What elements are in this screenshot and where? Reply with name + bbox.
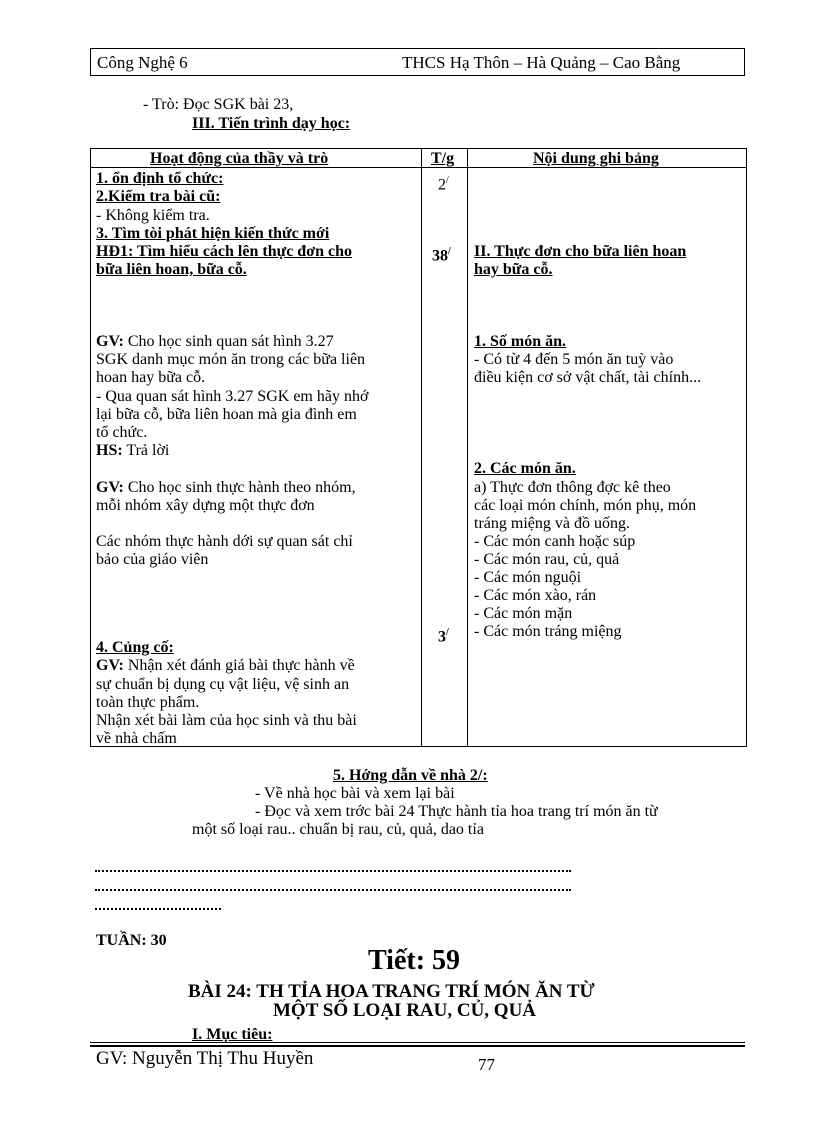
gv2-line2: mỗi nhóm xây dựng một thực đơn <box>96 497 315 514</box>
homework-line2: - Đọc và xem trớc bài 24 Thực hành tỉa hoa trang trí món ăn từ <box>255 803 658 820</box>
note-line <box>95 908 221 910</box>
groups-line1: Các nhóm thực hành dới sự quan sát chỉ <box>96 533 353 550</box>
gv2-line1: GV: Cho học sinh thực hành theo nhóm, <box>96 479 356 496</box>
time-step4: 3/ <box>438 627 449 646</box>
step1-title: 1. ổn định tổ chức: <box>96 170 224 187</box>
gv1-line2: SGK danh mục món ăn trong các bữa liên <box>96 351 366 368</box>
gv1-line5: lại bữa cỗ, bữa liên hoan mà gia đình em <box>96 406 357 423</box>
dish-count-line2: điều kiện cơ sở vật chất, tài chính... <box>474 369 702 386</box>
gv3-label: GV: <box>96 657 124 674</box>
footer-teacher: GV: Nguyễn Thị Thu Huyền <box>96 1048 314 1069</box>
dish-item: - Các món tráng miệng <box>474 623 622 640</box>
table-right-border <box>746 148 747 747</box>
dish-item: - Các món nguội <box>474 569 582 586</box>
lesson-title-line2: MỘT SỐ LOẠI RAU, CỦ, QUẢ <box>273 1000 537 1021</box>
note-line <box>95 870 571 872</box>
hd1-title-line2: bữa liên hoan, bữa cỗ. <box>96 261 247 278</box>
col-header-time: T/g <box>431 150 455 167</box>
time-step3: 38/ <box>432 246 451 265</box>
week-label: TUẦN: 30 <box>96 932 167 949</box>
dish-item: - Các món xào, rán <box>474 587 597 604</box>
dish-item: - Các món rau, củ, quả <box>474 551 620 568</box>
hs-label: HS: <box>96 442 123 459</box>
table-top-border <box>90 148 747 149</box>
homework-line1: - Về nhà học bài và xem lại bài <box>255 785 455 802</box>
table-bottom-border <box>90 746 747 747</box>
step4-title: 4. Củng cố: <box>96 639 174 656</box>
step2-title: 2.Kiểm tra bài cũ: <box>96 188 221 205</box>
table-left-border <box>90 148 91 747</box>
time-step1: 2/ <box>438 175 449 194</box>
dish-item: - Các món canh hoặc súp <box>474 533 636 550</box>
groups-line2: bảo của giáo viên <box>96 551 209 568</box>
footer-rule-thick <box>90 1045 745 1047</box>
table-col1-divider <box>421 148 422 747</box>
dishes-line2: các loại món chính, món phụ, món <box>474 497 697 514</box>
note-line <box>95 889 571 891</box>
gv3-line1: GV: Nhận xét đánh giá bài thực hành về <box>96 657 355 674</box>
objectives-title: I. Mục tiêu: <box>192 1026 273 1043</box>
step3-title: 3. Tìm tòi phát hiện kiến thức mới <box>96 225 330 242</box>
gv1-line1: GV: Cho học sinh quan sát hình 3.27 <box>96 333 334 350</box>
dishes-line3: tráng miệng và đồ uống. <box>474 515 630 532</box>
gv2-label: GV: <box>96 479 124 496</box>
table-col2-divider <box>467 148 468 747</box>
col-header-content: Nội dung ghi bảng <box>533 150 659 167</box>
header-school: THCS Hạ Thôn – Hà Quảng – Cao Bằng <box>402 53 681 72</box>
gv3-line5: về nhà chấm <box>96 730 177 747</box>
gv1-line3: hoan hay bữa cỗ. <box>96 369 206 386</box>
homework-line3: một số loại rau.. chuẩn bị rau, củ, quả, dao tỉa <box>192 821 484 838</box>
dish-item: - Các món mặn <box>474 605 573 622</box>
step2-note: - Không kiểm tra. <box>96 207 210 224</box>
gv1-line6: tổ chức. <box>96 424 148 441</box>
col-header-activities: Hoạt động của thầy và trò <box>150 150 329 167</box>
hd1-title-line1: HĐ1: Tìm hiểu cách lên thực đơn cho <box>96 243 352 260</box>
footer-rule-thin <box>90 1042 745 1043</box>
page-number: 77 <box>478 1055 495 1074</box>
gv3-line3: toàn thực phẩm. <box>96 694 200 711</box>
homework-title: 5. Hớng dẫn về nhà 2/: <box>333 767 488 784</box>
gv3-line4: Nhận xét bài làm của học sinh và thu bài <box>96 712 357 729</box>
gv1-label: GV: <box>96 333 124 350</box>
dishes-title: 2. Các món ăn. <box>474 460 576 477</box>
menu-heading-line2: hay bữa cỗ. <box>474 261 553 278</box>
section-title: III. Tiến trình dạy học: <box>192 115 351 132</box>
hs-line: HS: Trả lời <box>96 442 170 459</box>
dish-count-title: 1. Số món ăn. <box>474 333 567 350</box>
lesson-title-line1: BÀI 24: TH TỈA HOA TRANG TRÍ MÓN ĂN TỪ <box>188 981 595 1002</box>
student-prep: - Trò: Đọc SGK bài 23, <box>143 96 294 113</box>
gv3-line2: sự chuẩn bị dụng cụ vật liệu, vệ sinh an <box>96 676 350 693</box>
header-subject: Công Nghệ 6 <box>97 53 188 72</box>
dishes-line1: a) Thực đơn thông đợc kê theo <box>474 479 671 496</box>
gv1-line4: - Qua quan sát hình 3.27 SGK em hãy nhớ <box>96 388 369 405</box>
period-title: Tiết: 59 <box>368 945 461 976</box>
menu-heading-line1: II. Thực đơn cho bữa liên hoan <box>474 243 687 260</box>
dish-count-line1: - Có từ 4 đến 5 món ăn tuỳ vào <box>474 351 674 368</box>
